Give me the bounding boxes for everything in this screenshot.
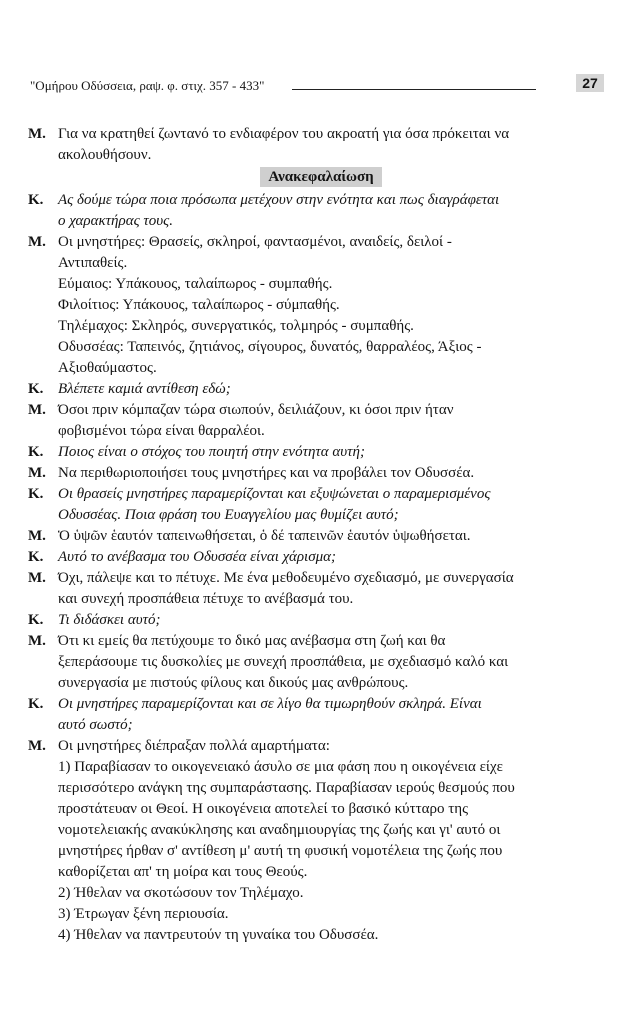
text-line: Οι μνηστήρες παραμερίζονται και σε λίγο θα τιμωρηθούν σκληρά. Είναι [58,696,482,712]
text-line: Ας δούμε τώρα ποια πρόσωπα μετέχουν στην ενότητα και πως διαγράφεται [58,192,500,208]
entry-text [58,379,584,400]
speaker-label: Μ. [28,465,46,481]
text-line: Φιλοίτιος: Υπάκουος, ταλαίπωρος - σύμπαθής. [58,297,340,313]
entry-text [58,232,584,379]
dialogue-entry [28,736,584,946]
text-line: Ὁ ὑψῶν ἑαυτόν ταπεινωθήσεται, ὁ δέ ταπεινῶν ἑαυτόν ὑψωθήσεται. [58,528,471,544]
dialogue-entry [28,484,584,526]
text-line: Οι θρασείς μνηστήρες παραμερίζονται και εξυψώνεται ο παραμερισμένος [58,486,491,502]
speaker-label: Κ. [28,612,44,628]
dialogue-entry [28,694,584,736]
text-line: προστάτευαν οι Θεοί. Η οικογένεια αποτελεί το βασικό κύτταρο της [58,801,469,817]
speaker-label: Κ. [28,549,44,565]
text-line: Οι μνηστήρες διέπραξαν πολλά αμαρτήματα: [58,738,330,754]
text-line: Αξιοθαύμαστος. [58,360,157,376]
dialogue-entry [28,631,584,694]
entry-text [58,442,584,463]
text-line: Τηλέμαχος: Σκληρός, συνεργατικός, τολμηρός - συμπαθής. [58,318,414,334]
dialogue-entry [28,526,584,547]
entry-text [58,736,584,946]
text-line: νομοτελειακής ανακύκλησης και αναδημιουργίας της ζωής και γι' αυτό οι [58,822,501,838]
text-line: μνηστήρες ήρθαν σ' αντίθεση μ' αυτή τη φυσική νομοτέλεια της ζωής που [58,843,503,859]
text-line: Βλέπετε καμιά αντίθεση εδώ; [58,381,231,397]
entry-text [58,526,584,547]
entry-text [58,124,584,166]
entry-text [58,484,584,526]
text-line: Εύμαιος: Υπάκουος, ταλαίπωρος - συμπαθής. [58,276,333,292]
speaker-label: Μ. [28,528,46,544]
text-line: Αυτό το ανέβασμα του Οδυσσέα είναι χάρισμα; [58,549,336,565]
speaker-label: Κ. [28,192,44,208]
page-number: 27 [576,74,604,92]
text-line: φοβισμένοι τώρα είναι θαρραλέοι. [58,423,265,439]
text-line: ο χαρακτήρας τους. [58,213,173,229]
text-line: 4) Ήθελαν να παντρευτούν τη γυναίκα του Οδυσσέα. [58,927,379,943]
dialogue-entry [28,610,584,631]
text-line: Τι διδάσκει αυτό; [58,612,161,628]
text-line: Οι μνηστήρες: Θρασείς, σκληροί, φαντασμένοι, αναιδείς, δειλοί - [58,234,452,250]
section-heading-wrap [58,167,584,187]
section-heading: Ανακεφαλαίωση [260,167,381,187]
text-line: Αντιπαθείς. [58,255,128,271]
entry-text [58,568,584,610]
header-title: "Ομήρου Οδύσσεια, ραψ. φ. στιχ. 357 - 433" [30,78,265,93]
speaker-label: Κ. [28,444,44,460]
text-line: και συνεχή προσπάθεια πέτυχε το ανέβασμά του. [58,591,354,607]
dialogue-entry [28,463,584,484]
text-line: ξεπεράσουμε τις δυσκολίες με συνεχή προσπάθεια, με σχεδιασμό καλό και [58,654,509,670]
text-line: αυτό σωστό; [58,717,133,733]
speaker-label: Μ. [28,570,46,586]
speaker-label: Κ. [28,381,44,397]
entry-text [58,694,584,736]
text-line: Ποιος είναι ο στόχος του ποιητή στην ενότητα αυτή; [58,444,365,460]
text-line: ακολουθήσουν. [58,147,152,163]
dialogue-entry [28,442,584,463]
text-line: συνεργασία με πιστούς φίλους και δικούς μας ανθρώπους. [58,675,409,691]
speaker-label: Μ. [28,738,46,754]
dialogue-entries [28,190,584,946]
text-line: Όσοι πριν κόμπαζαν τώρα σιωπούν, δειλιάζουν, κι όσοι πριν ήταν [58,402,454,418]
dialogue-entry [28,232,584,379]
speaker-label: Κ. [28,696,44,712]
text-line: καθορίζεται απ' τη μοίρα και τους Θεούς. [58,864,308,880]
text-line: Οδυσσέας. Ποια φράση του Ευαγγελίου μας θυμίζει αυτό; [58,507,399,523]
text-line: Οδυσσέας: Ταπεινός, ζητιάνος, σίγουρος, δυνατός, θαρραλέος, Άξιος - [58,339,482,355]
dialogue-entry [28,124,584,166]
speaker-label: Μ. [28,633,46,649]
dialogue-entry [28,379,584,400]
entry-text [58,610,584,631]
speaker-label: Μ. [28,126,46,142]
text-line: 3) Έτρωγαν ξένη περιουσία. [58,906,229,922]
body-text [28,124,584,946]
speaker-label: Μ. [28,402,46,418]
running-header [30,70,598,96]
entry-text [58,463,584,484]
dialogue-entry [28,190,584,232]
text-line: Ότι κι εμείς θα πετύχουμε το δικό μας ανέβασμα στη ζωή και θα [58,633,446,649]
text-line: Όχι, πάλεψε και το πέτυχε. Με ένα μεθοδευμένο σχεδιασμό, με συνεργασία [58,570,514,586]
dialogue-entry [28,568,584,610]
text-line: Να περιθωριοποιήσει τους μνηστήρες και να προβάλει τον Οδυσσέα. [58,465,475,481]
text-line: 2) Ήθελαν να σκοτώσουν τον Τηλέμαχο. [58,885,304,901]
entry-text [58,400,584,442]
dialogue-entry [28,400,584,442]
speaker-label: Μ. [28,234,46,250]
header-rule [292,89,536,90]
entry-text [58,190,584,232]
entry-text [58,547,584,568]
text-line: Για να κρατηθεί ζωντανό το ενδιαφέρον του ακροατή για όσα πρόκειται να [58,126,510,142]
text-line: περισσότερο ανάγκη της συμπαράστασης. Παραβίασαν ιερούς θεσμούς που [58,780,515,796]
text-line: 1) Παραβίασαν το οικογενειακό άσυλο σε μια φάση που η οικογένεια είχε [58,759,503,775]
entry-text [58,631,584,694]
dialogue-entry [28,547,584,568]
intro-entries [28,124,584,166]
speaker-label: Κ. [28,486,44,502]
